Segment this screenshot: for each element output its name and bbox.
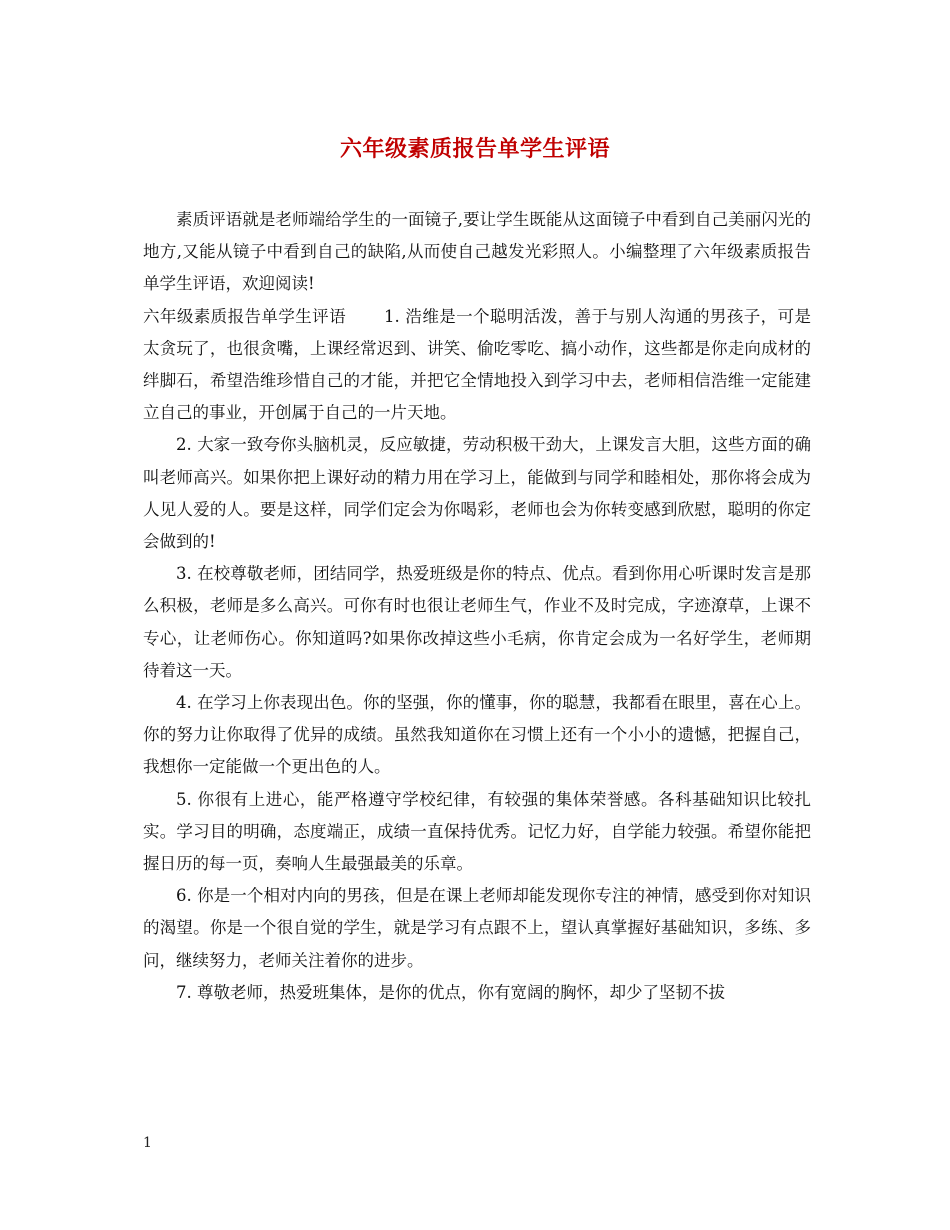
intro-paragraph: 素质评语就是老师端给学生的一面镜子,要让学生既能从这面镜子中看到自己美丽闪光的地方,又能从镜子中看到自己的缺陷,从而使自己越发光彩照人。小编整理了六年级素质报告单学生评语，欢迎阅读! [143,210,811,294]
comment-item-3: 3. 在校尊敬老师，团结同学，热爱班级是你的特点、优点。看到你用心听课时发言是那么积极，老师是多么高兴。可你有时也很让老师生气，作业不及时完成，字迹潦草，上课不专心，让老师伤心。你知道吗?如果你改掉这些小毛病，你肯定会成为一名好学生，老师期待着这一天。 [143,564,811,680]
page-number: 1 [143,1135,152,1151]
comment-item-2: 2. 大家一致夸你头脑机灵，反应敏捷，劳动积极干劲大，上课发言大胆，这些方面的确叫老师高兴。如果你把上课好动的精力用在学习上，能做到与同学和睦相处，那你将会成为人见人爱的人。要是这样，同学们定会为你喝彩，老师也会为你转变感到欣慰，聪明的你定会做到的! [143,435,811,552]
section-heading: 六年级素质报告单学生评语 [143,306,346,326]
document-title: 六年级素质报告单学生评语 [339,136,610,162]
document-body [143,204,811,1009]
comment-item-6: 6. 你是一个相对内向的男孩，但是在课上老师却能发现你专注的神情，感受到你对知识的渴望。你是一个很自觉的学生，就是学习有点跟不上，望认真掌握好基础知识，多练、多问，继续努力，老师关注着你的进步。 [143,886,811,970]
comment-item-4: 4. 在学习上你表现出色。你的坚强，你的懂事，你的聪慧，我都看在眼里，喜在心上。你的努力让你取得了优异的成绩。虽然我知道你在习惯上还有一个小小的遗憾，把握自己，我想你一定能做一个更出色的人。 [143,693,811,777]
section-paragraph [143,301,811,430]
comment-item-5: 5. 你很有上进心，能严格遵守学校纪律，有较强的集体荣誉感。各科基础知识比较扎实。学习目的明确，态度端正，成绩一直保持优秀。记忆力好，自学能力较强。希望你能把握日历的每一页，奏响人生最强最美的乐章。 [143,789,811,874]
comment-item-7: 7. 尊敬老师，热爱班集体，是你的优点，你有宽阔的胸怀，却少了坚韧不拔 [176,982,725,1002]
comment-item-1: 1. 浩维是一个聪明活泼，善于与别人沟通的男孩子，可是太贪玩了，也很贪嘴，上课经常迟到、讲笑、偷吃零吃、搞小动作，这些都是你走向成材的绊脚石，希望浩维珍惜自己的才能，并把它全情地投入到学习中去，老师相信浩维一定能建立自己的事业，开创属于自己的一片天地。 [143,306,811,423]
